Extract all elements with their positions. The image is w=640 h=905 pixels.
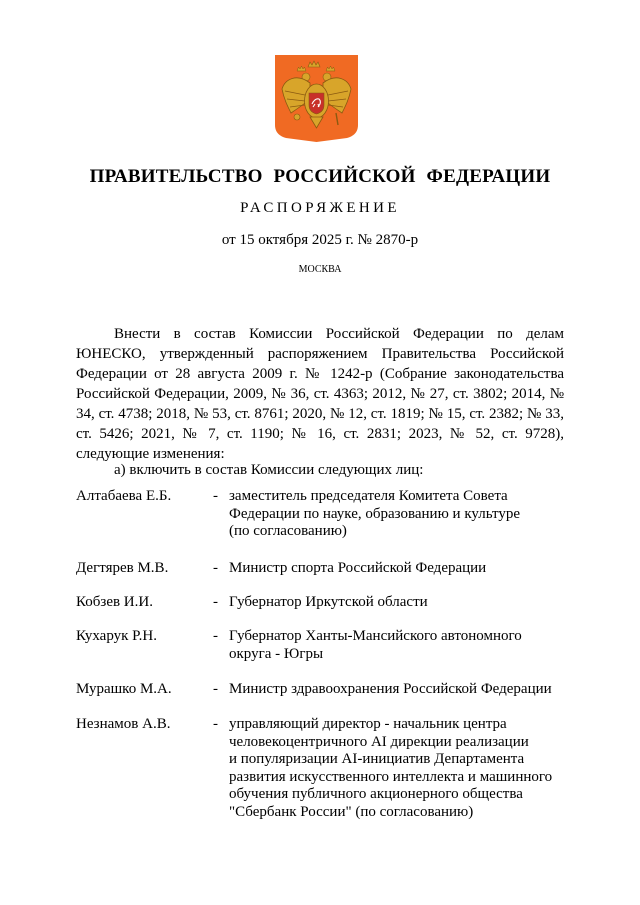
member-name: Кобзев И.И. <box>76 594 153 610</box>
member-dash: - <box>213 488 218 504</box>
member-dash: - <box>213 560 218 576</box>
member-name: Дегтярев М.В. <box>76 560 169 576</box>
item-a-text: а) включить в состав Комиссии следующих лиц: <box>114 462 424 478</box>
document-date-number: от 15 октября 2025 г. № 2870-р <box>221 232 419 248</box>
member-dash: - <box>213 594 218 610</box>
member-position: Министр здравоохранения Российской Федерации <box>229 681 552 697</box>
main-paragraph: Внести в состав Комиссии Российской Федерации по делам ЮНЕСКО, утвержденный распоряжением Правительства Российской Федерации от 28 августа 2009 г. № 1242-р (Собрание законодательства Российской Федерации, 2009, № 36, ст. 4363; 2012, № 27, ст. 3802; 2014, № 34, ст. 4738; 2018, № 53, ст. 8761; 2020, № 12, ст. 1819; № 15, ст. 2382; № 33, ст. 5426; 2021, № 7, ст. 1190; № 16, ст. 2831; 2023, № 52, ст. 9728), следующие изменения: <box>76 326 564 462</box>
member-dash: - <box>213 628 218 644</box>
member-name: Незнамов А.В. <box>76 716 171 732</box>
member-position: заместитель председателя Комитета Совета Федерации по науке, образованию и культуре (по согласованию) <box>229 488 521 539</box>
member-position: Губернатор Иркутской области <box>229 594 428 610</box>
member-name: Кухарук Р.Н. <box>76 628 157 644</box>
member-dash: - <box>213 716 218 732</box>
member-name: Алтабаева Е.Б. <box>76 488 172 504</box>
government-title: ПРАВИТЕЛЬСТВО РОССИЙСКОЙ ФЕДЕРАЦИИ <box>89 166 551 187</box>
member-position: Губернатор Ханты-Мансийского автономного округа - Югры <box>229 628 522 662</box>
member-name: Мурашко М.А. <box>76 681 172 697</box>
member-dash: - <box>213 681 218 697</box>
member-position: Министр спорта Российской Федерации <box>229 560 487 576</box>
document-type: РАСПОРЯЖЕНИЕ <box>240 200 400 216</box>
member-position: управляющий директор - начальник центра человекоцентричного AI дирекции реализации и популяризации AI-инициатив Департамента развития искусственного интеллекта и машинного обучения публичного акционерного общества "Сбербанк России" (по согласованию) <box>229 716 553 820</box>
document-city: МОСКВА <box>298 264 342 275</box>
russian-coat-of-arms-icon <box>275 55 358 142</box>
